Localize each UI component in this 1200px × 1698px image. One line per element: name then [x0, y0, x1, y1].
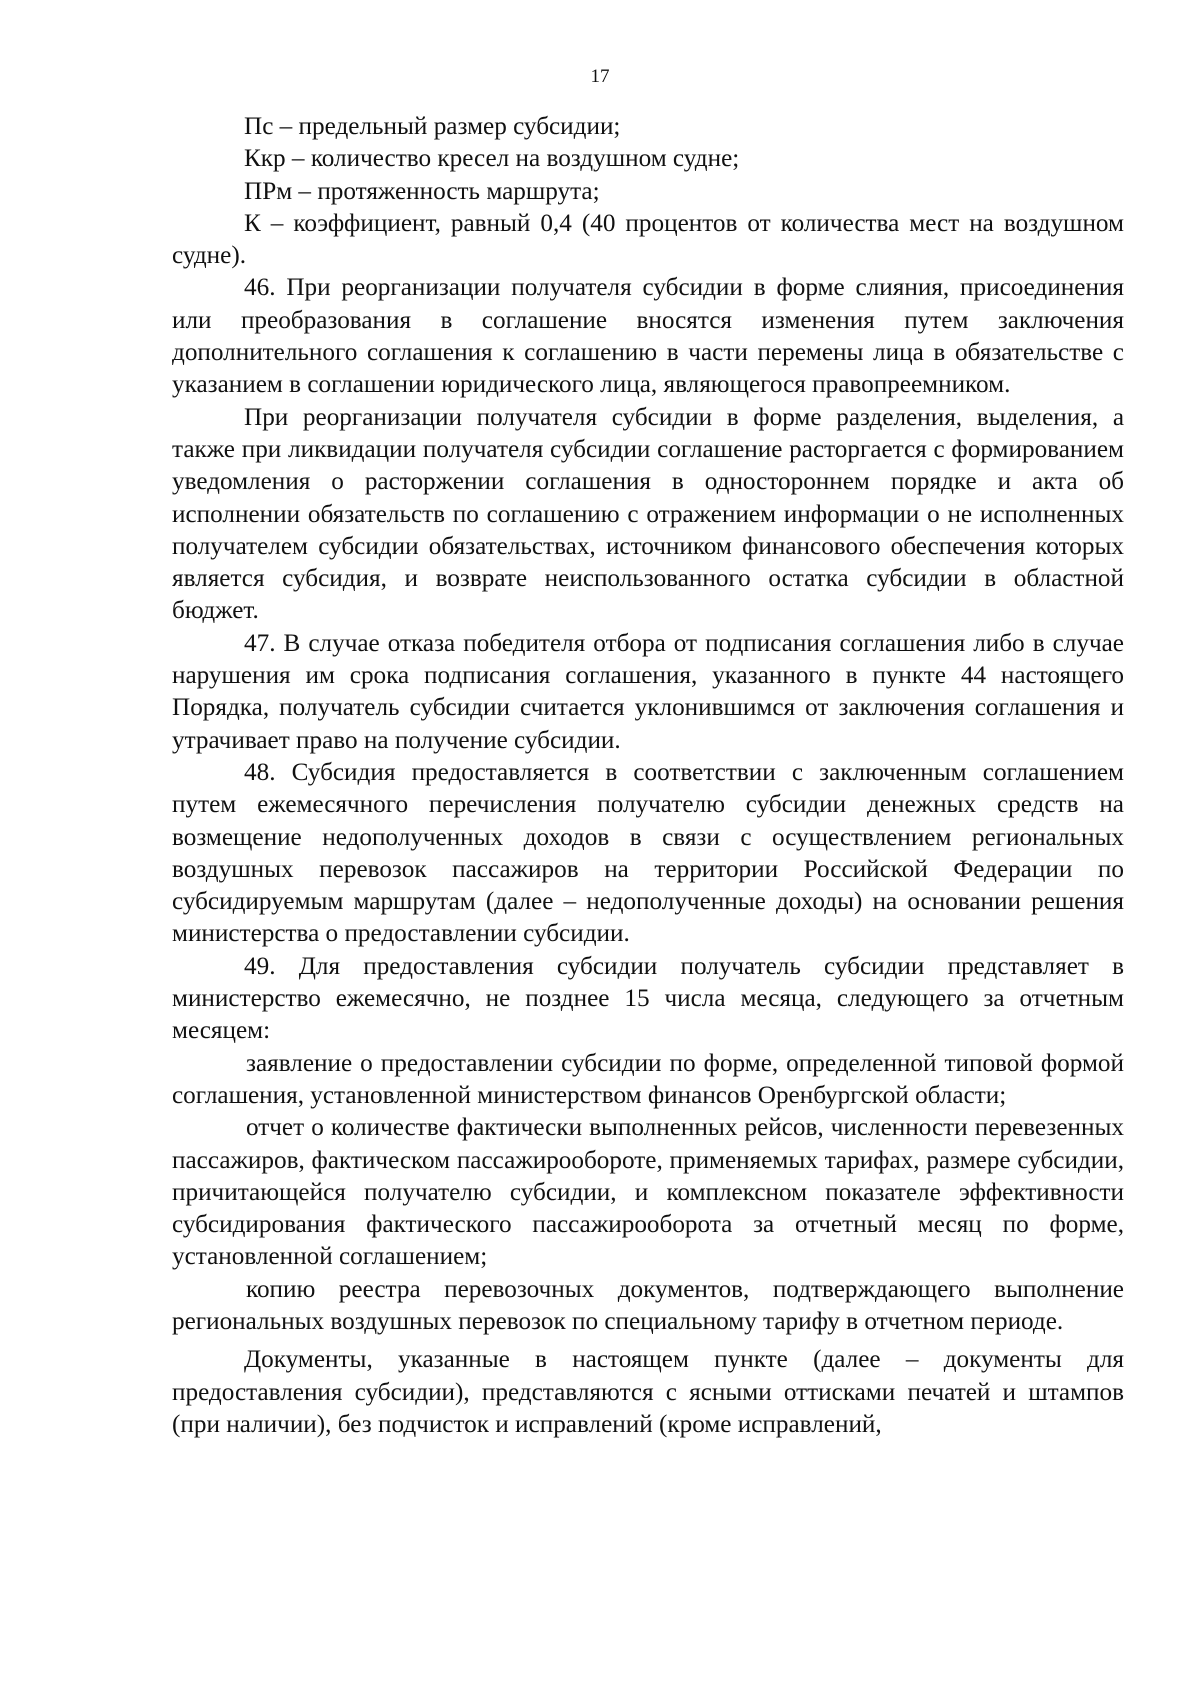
page-number: 17: [590, 66, 610, 87]
paragraph-49: 49. Для предоставления субсидии получатель субсидии представляет в министерство ежемесячно, не позднее 15 числа месяца, следующего за отчетным месяцем:: [172, 952, 1124, 1045]
list-item-registry-copy: копию реестра перевозочных документов, подтверждающего выполнение региональных воздушных перевозок по специальному тарифу в отчетном периоде.: [172, 1275, 1124, 1335]
definition-prm: ПРм – протяженность маршрута;: [244, 177, 600, 205]
paragraph-46: 46. При реорганизации получателя субсидии в форме слияния, присоединения или преобразования в соглашение вносятся изменения путем заключения дополнительного соглашения к соглашению в части перемены лица в обязательстве с указанием в соглашении юридического лица, являющегося правопреемником.: [172, 274, 1124, 399]
paragraph-48: 48. Субсидия предоставляется в соответствии с заключенным соглашением путем ежемесячного перечисления получателю субсидии денежных средств на возмещение недополученных доходов в связи с осуществлением региональных воздушных перевозок пассажиров на территории Российской Федерации по субсидируемым маршрутам (далее – недополученные доходы) на основании решения министерства о предоставлении субсидии.: [172, 758, 1124, 948]
list-item-report: отчет о количестве фактически выполненных рейсов, численности перевезенных пассажиров, фактическом пассажирообороте, применяемых тарифах, размере субсидии, причитающейся получателю субсидии, и комплексном показателе эффективности субсидирования фактического пассажирооборота за отчетный месяц по форме, установленной соглашением;: [172, 1114, 1124, 1271]
definition-kkr: Ккр – количество кресел на воздушном судне;: [244, 145, 740, 173]
paragraph-46-second: При реорганизации получателя субсидии в форме разделения, выделения, а также при ликвидации получателя субсидии соглашение расторгается с формированием уведомления о расторжении соглашения в одностороннем порядке и акта об исполнении обязательств по соглашению с отражением информации о не исполненных получателем субсидии обязательствах, источником финансового обеспечения которых является субсидия, и возврате неиспользованного остатка субсидии в областной бюджет.: [172, 403, 1124, 625]
definition-ps: Пс – предельный размер субсидии;: [244, 113, 621, 140]
document-body: [172, 111, 1124, 1441]
paragraph-documents: Документы, указанные в настоящем пункте (далее – документы для предоставления субсидии), представляются с ясными оттисками печатей и штампов (при наличии), без подчисток и исправлений (кроме исправлений,: [172, 1346, 1124, 1438]
definition-k: К – коэффициент, равный 0,4 (40 процентов от количества мест на воздушном судне).: [172, 209, 1124, 270]
paragraph-47: 47. В случае отказа победителя отбора от подписания соглашения либо в случае нарушения им срока подписания соглашения, указанного в пункте 44 настоящего Порядка, получатель субсидии считается уклонившимся от заключения соглашения и утрачивает право на получение субсидии.: [172, 629, 1124, 754]
list-item-application: заявление о предоставлении субсидии по форме, определенной типовой формой соглашения, установленной министерством финансов Оренбургской области;: [172, 1049, 1124, 1109]
